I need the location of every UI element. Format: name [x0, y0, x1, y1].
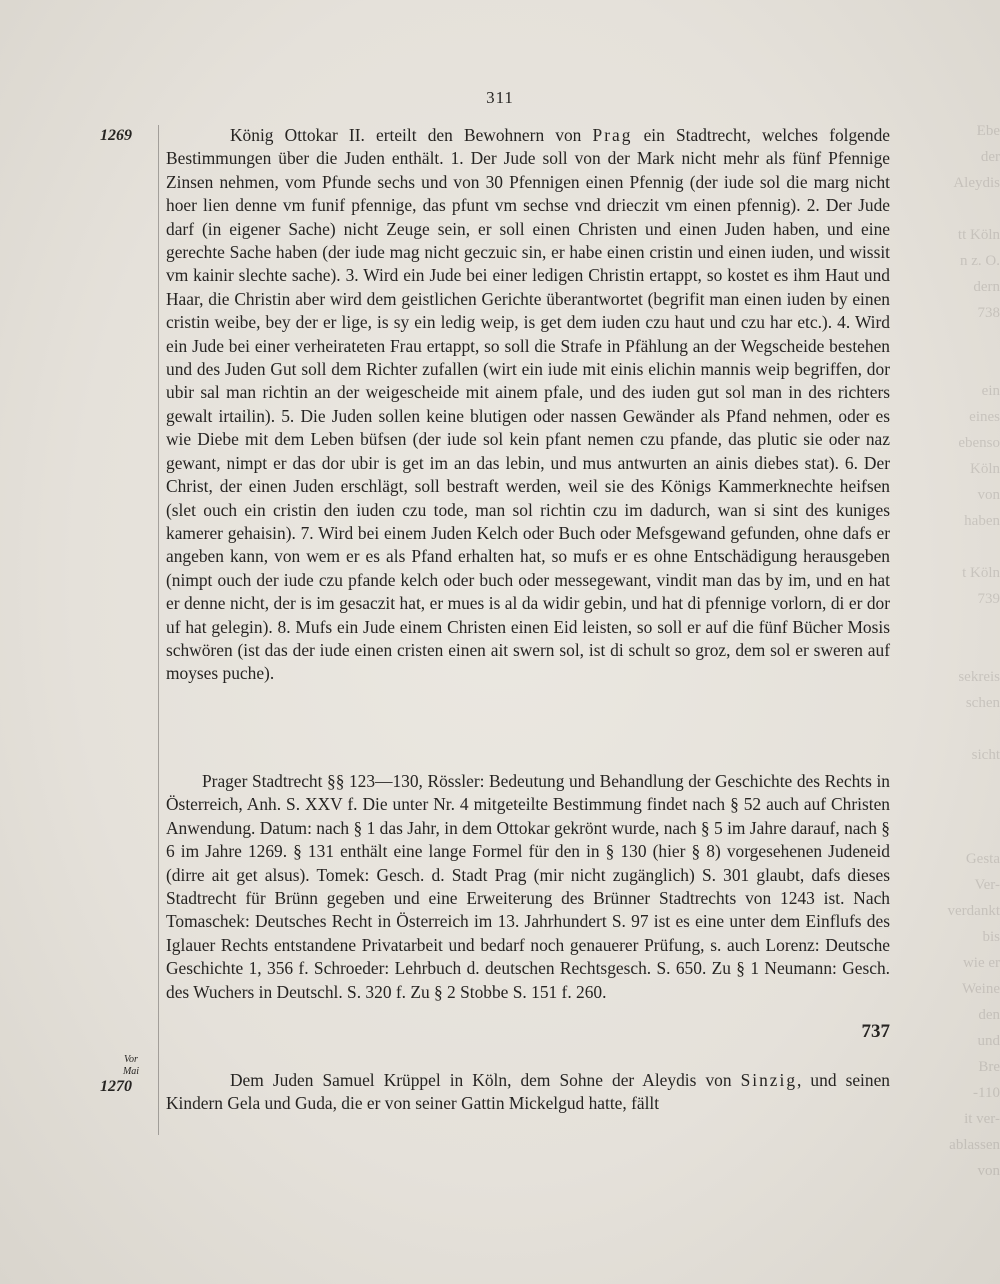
margin-note-vor: Vor	[124, 1054, 138, 1065]
paragraph3-text-b: , und seinen Kindern Gela und Guda, die er von seiner Gattin Mickelgud hatte, fällt	[166, 1070, 890, 1114]
paragraph3-text-a: Dem Juden Samuel Krüppel in Köln, dem Sohne der Aleydis von	[230, 1070, 741, 1090]
paragraph1-text-a: König Ottokar II. erteilt den Bewohnern von	[230, 125, 593, 145]
paragraph-ottokar-stadtrecht	[166, 124, 890, 686]
margin-note-mai: Mai	[122, 1066, 140, 1077]
margin-rule	[158, 125, 159, 1135]
place-name-sinzig: Sinzig	[740, 1070, 798, 1090]
margin-year-1269: 1269	[100, 127, 132, 144]
place-name-prag: Prag	[592, 125, 633, 145]
margin-note-vor-mai	[111, 1054, 151, 1078]
paragraph-samuel-kruppel	[166, 1069, 890, 1116]
paragraph1-text-b: ein Stadtrecht, welches folgende Bestimmungen über die Juden enthält. 1. Der Jude soll von der Mark nicht mehr als fünf Pfennige Zinsen nehmen, vom Pfunde sechs und von 30 Pfennigen einen Pfennig (der iude sol die marg nicht hoer lien denne vm funif pfennige, das pfunt vm sechse vnd drieczit vm einen pfennig). 2. Der Jude darf (in eigener Sache) nicht Zeuge sein, er soll einen Christen und einen Juden haben, und eine gerechte Sache haben (der iude mag nicht geczuic sin, er habe einen cristin und einen iuden, und wissit vm kainir slechte sache). 3. Wird ein Jude bei einer ledigen Christin ertappt, so kostet es ihm Haut und Haar, die Christin aber wird dem geistlichen Gerichte überantwortet (begrifit man einen iuden by einen cristin weibe, bey der er lige, is sy ein ledig weip, is get dem iuden czu haut und czu har etc.). 4. Wird ein Jude bei einer verheirateten Frau ertappt, so soll die Strafe in Pfählung an der Wegscheide bestehen und des Juden Gut soll dem Richter zufallen (wirt ein iude mit einis elichin mannis weip begriffen, dor ubir sal man richtin an der weigescheide mit ainem pfale, und des iuden gut sol man in des richters gewalt irtailin). 5. Die Juden sollen keine blutigen oder nassen Gewänder als Pfand nehmen, oder es wie Diebe mit dem Leben büfsen (der iude sol kein pfant nemen czu pfande, das plutic sie oder naz gewant, nimpt er das dor ubir is get im an das lebin, und mus antwurten an ainis diebes stat). 6. Der Christ, der einen Juden erschlägt, soll bestraft werden, weil sie des Königs Kammerknechte heifsen (slet ouch ein cristin den iuden czu tode, man sol richtin czu im dadurch, wan si sint des kuniges kamerer gehaisin). 7. Wird bei einem Juden Kelch oder Buch oder Mefsgewand gefunden, ohne dafs er angeben kann, von wem er es als Pfand erhalten hat, so mufs er es ohne Entschädigung herausgeben (nimpt ouch der iude czu pfande kelch oder buch oder messegewant, vindit man das by im, und en hat er denne nicht, der is im gesaczit hat, er mues is al da widir gebin, und hat di pfennige vorlorn, di er dor uf hat gelegin). 8. Mufs ein Jude einem Christen einen Eid leisten, so soll er auf die fünf Bücher Mosis schwören (ist das der iude einen cristen einen ait swern sol, ist di schult so groz, dem sol er sweren auf moyses puche).	[166, 125, 890, 684]
page-number: 311	[486, 88, 514, 107]
bleed-through-shadow: Ebe der Aleydis tt Köln n z. O. dern 738 ein eines ebenso Köln von haben t Köln 739 sekreis schen sicht Gesta Ver- verdankt bis wie er Weine den und Bre -110 it ver- ablassen von	[947, 123, 1000, 1179]
margin-year-1270: 1270	[100, 1078, 132, 1095]
document-number: 737	[861, 1021, 890, 1042]
paragraph-commentary: Prager Stadtrecht §§ 123—130, Rössler: Bedeutung und Behandlung der Geschichte des Rechts in Österreich, Anh. S. XXV f. Die unter Nr. 4 mitgeteilte Bestimmung findet nach § 52 auch auf Christen Anwendung. Datum: nach § 1 das Jahr, in dem Ottokar gekrönt wurde, nach § 5 im Jahre darauf, nach § 6 im Jahre 1269. § 131 enthält eine lange Formel für den in § 130 (hier § 8) vorgesehenen Judeneid (dirre ait get alsus). Tomek: Gesch. d. Stadt Prag (mir nicht zugänglich) S. 301 glaubt, dafs dieses Stadtrecht für Brünn gegeben und eine Erweiterung des Brünner Stadtrechts von 1243 ist. Nach Tomaschek: Deutsches Recht in Österreich im 13. Jahrhundert S. 97 ist es eine unter dem Einflufs des Iglauer Rechts entstandene Privatarbeit und bedarf noch genauerer Prüfung, s. auch Lorenz: Deutsche Geschichte 1, 356 f. Schroeder: Lehrbuch d. deutschen Rechtsgesch. S. 650. Zu § 1 Neumann: Gesch. des Wuchers in Deutschl. S. 320 f. Zu § 2 Stobbe S. 151 f. 260.	[166, 771, 890, 1002]
